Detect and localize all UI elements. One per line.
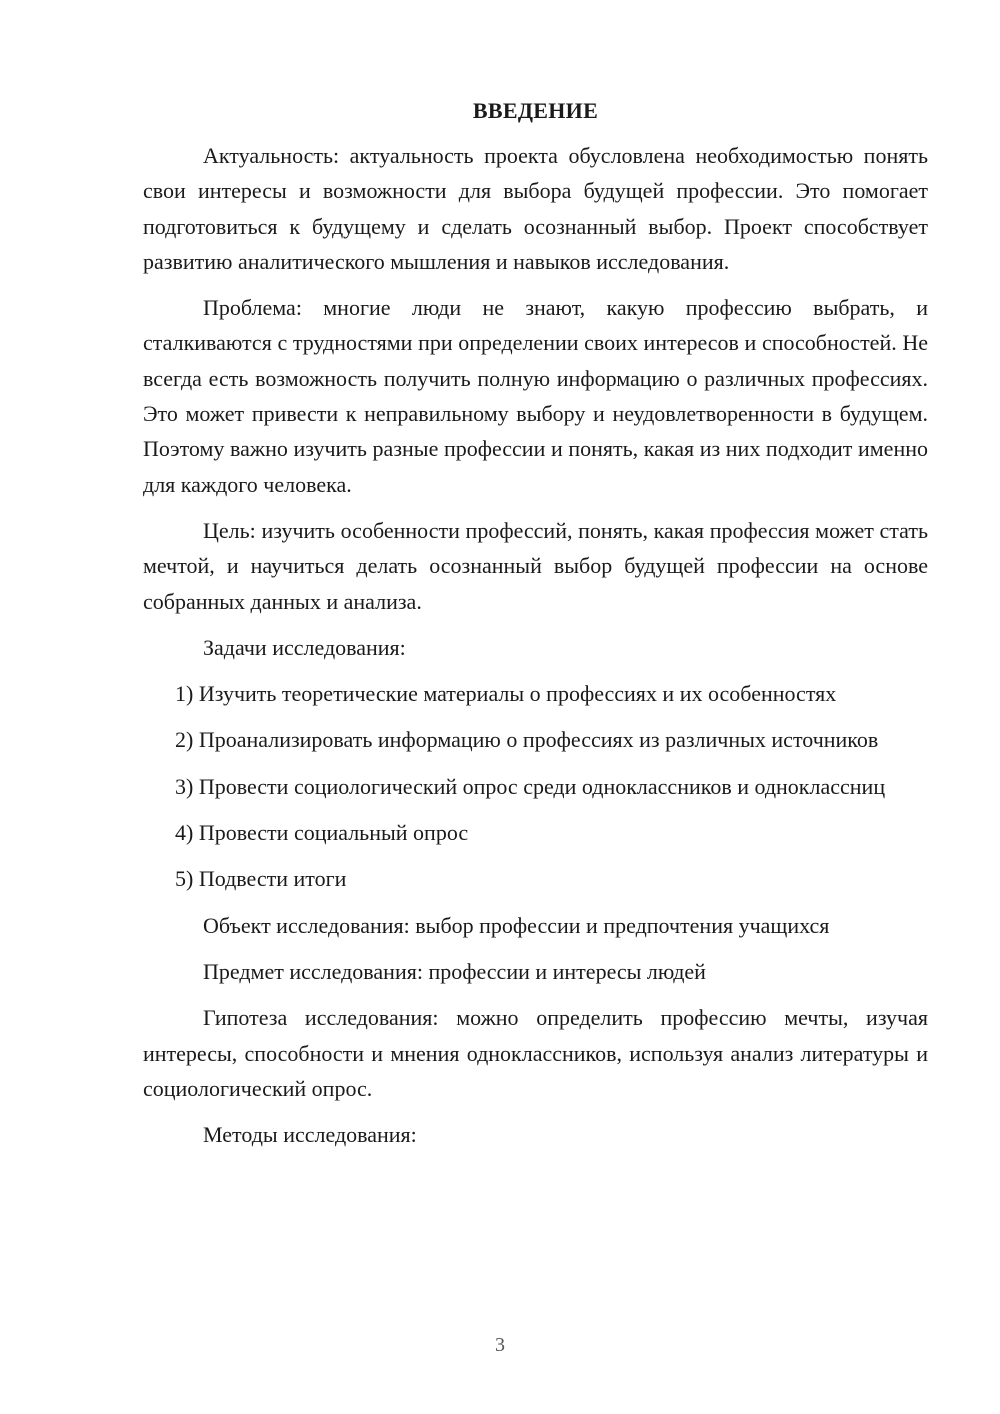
methods-title: Методы исследования: bbox=[203, 1122, 417, 1148]
object-paragraph: Объект исследования: выбор профессии и предпочтения учащихся bbox=[203, 912, 830, 938]
relevance-paragraph: Актуальность: актуальность проекта обусловлена необходимостью понять свои интересы и возможности для выбора будущей профессии. Это помогает подготовиться к будущему и сделать осознанный выбор. Проект способствует развитию аналитического мышления и навыков исследования. bbox=[143, 143, 928, 274]
document-page bbox=[143, 93, 928, 1152]
problem-paragraph: Проблема: многие люди не знают, какую профессию выбрать, и сталкиваются с трудностями при определении своих интересов и способностей. Не всегда есть возможность получить полную информацию о различных профессиях. Это может привести к неправильному выбору и неудовлетворенности в будущем. Поэтому важно изучить разные профессии и понять, какая из них подходит именно для каждого человека. bbox=[143, 295, 928, 497]
task-item-5: 5) Подвести итоги bbox=[175, 866, 347, 892]
task-item-1: 1) Изучить теоретические материалы о профессиях и их особенностях bbox=[175, 681, 837, 707]
tasks-title: Задачи исследования: bbox=[203, 634, 406, 660]
page-number: 3 bbox=[495, 1334, 505, 1356]
task-item-4: 4) Провести социальный опрос bbox=[175, 820, 469, 846]
hypothesis-paragraph: Гипотеза исследования: можно определить профессию мечты, изучая интересы, способности и мнения одноклассников, используя анализ литературы и социологический опрос. bbox=[143, 1005, 928, 1101]
task-item-2: 2) Проанализировать информацию о профессиях из различных источников bbox=[175, 727, 879, 753]
subject-paragraph: Предмет исследования: профессии и интересы людей bbox=[203, 958, 706, 984]
task-item-3: 3) Провести социологический опрос среди одноклассников и одноклассниц bbox=[175, 773, 886, 799]
goal-paragraph: Цель: изучить особенности профессий, понять, какая профессия может стать мечтой, и научиться делать осознанный выбор будущей профессии на основе собранных данных и анализа. bbox=[143, 517, 928, 614]
section-heading: ВВЕДЕНИЕ bbox=[472, 98, 599, 123]
